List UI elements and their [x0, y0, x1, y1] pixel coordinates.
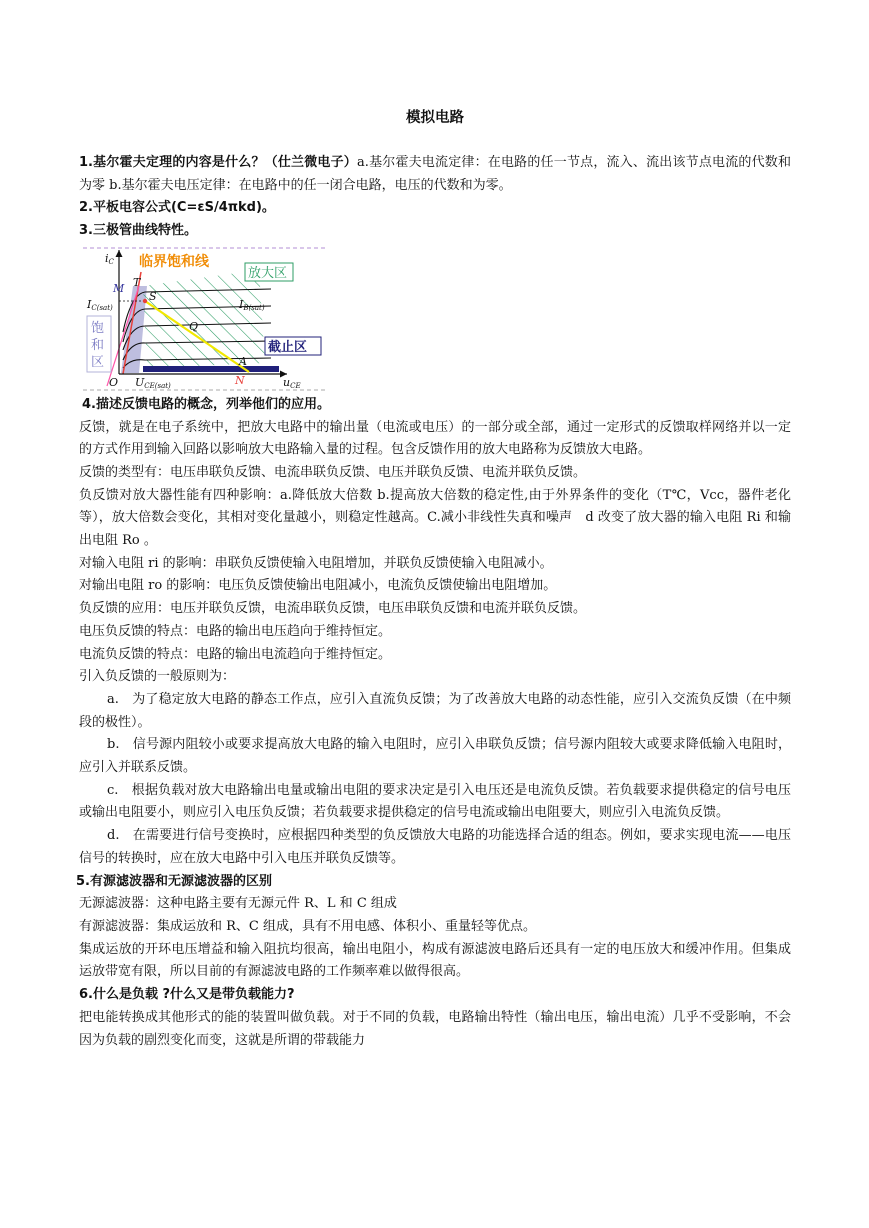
q5-paragraph-1: 无源滤波器：这种电路主要有无源元件 R、L 和 C 组成 — [79, 896, 397, 912]
amplify-region-label: 放大区 — [248, 265, 288, 281]
q4-principle-c: c. 根据负载对放大电路输出电量或输出电阻的要求决定是引入电压还是电流负反馈。若负载要求提供稳定的信号电压或输出电阻要小，则应引入电压负反馈；若负载要求提供稳定的信号电流或输出电阻要大，则应引入电流负反馈。 — [79, 782, 791, 821]
saturation-region-label-2: 和 — [91, 337, 105, 353]
q5-paragraph-3: 集成运放的开环电压增益和输入阻抗均很高，输出电阻小，构成有源滤波电路后还具有一定的电压放大和缓冲作用。但集成运放带宽有限，所以目前的有源滤波电路的工作频率难以做得很高。 — [79, 941, 791, 980]
q4-heading: 4.描述反馈电路的概念，列举他们的应用。 — [82, 396, 330, 412]
q5-paragraph-2: 有源滤波器：集成运放和 R、C 组成，具有不用电感、体积小、重量轻等优点。 — [79, 918, 536, 934]
q1-heading: 1.基尔霍夫定理的内容是什么？（仕兰微电子） — [79, 155, 357, 170]
point-N-label: N — [235, 373, 245, 387]
ib-sat-label: IB(sat) — [239, 297, 265, 312]
q4-paragraph-7: 电压负反馈的特点：电路的输出电压趋向于维持恒定。 — [79, 623, 392, 639]
origin-label: O — [109, 375, 119, 389]
saturation-region-label-1: 饱 — [91, 320, 105, 336]
page-title: 模拟电路 — [406, 110, 464, 126]
ic-sat-label: IC(sat) — [87, 297, 113, 312]
cutoff-region — [143, 366, 279, 372]
q4-paragraph-2: 反馈的类型有：电压串联负反馈、电流串联负反馈、电压并联负反馈、电流并联负反馈。 — [79, 464, 587, 480]
q4-principle-d: d. 在需要进行信号变换时，应根据四种类型的负反馈放大电路的功能选择合适的组态。例如，要求实现电流——电压信号的转换时，应在放大电路中引入电压并联负反馈等。 — [79, 828, 791, 866]
point-T-label: T — [133, 275, 141, 289]
q4-paragraph-8: 电流负反馈的特点：电路的输出电流趋向于维持恒定。 — [79, 646, 392, 662]
q4-paragraph-3: 负反馈对放大器性能有四种影响：a.降低放大倍数 b.提高放大倍数的稳定性,由于外界条件的变化（T℃，Vcc，器件老化等），放大倍数会变化，其相对变化量越小，则稳定性越高。C.减小非线性失真和噪声 d 改变了放大器的输入电阻 Ri 和输出电阻 Ro 。 — [79, 487, 791, 549]
document-body — [76, 152, 791, 1052]
q4-paragraph-5: 对输出电阻 ro 的影响：电压负反馈使输出电阻减小，电流负反馈使输出电阻增加。 — [79, 578, 557, 594]
critical-saturation-label: 临界饱和线 — [139, 253, 209, 270]
q4-paragraph-6: 负反馈的应用：电压并联负反馈，电流串联负反馈，电压串联负反馈和电流并联负反馈。 — [79, 601, 587, 617]
q4-principle-b: b. 信号源内阻较小或要求提高放大电路的输入电阻时，应引入串联负反馈；信号源内阻较大或要求降低输入电阻时，应引入并联系反馈。 — [79, 737, 791, 776]
q4-principle-a: a. 为了稳定放大电路的静态工作点，应引入直流负反馈；为了改善放大电路的动态性能，应引入交流负反馈（在中频段的极性）。 — [79, 691, 791, 730]
point-S-label: S — [149, 289, 157, 303]
q6-heading: 6.什么是负载 ?什么又是带负载能力? — [79, 987, 295, 1003]
q5-heading: 5.有源滤波器和无源滤波器的区别 — [76, 873, 272, 889]
q4-paragraph-9: 引入负反馈的一般原则为： — [79, 669, 236, 685]
q1-text: a.基尔霍夫电流定律：在电路的任一节点，流入、流出该节点电流的代数和为零 b.基尔霍夫电压定律：在电路中的任一闭合电路，电压的代数和为零。 — [79, 155, 791, 193]
transistor-characteristic-figure — [79, 246, 329, 392]
q2-heading: 2.平板电容公式(C=εS/4πkd)。 — [79, 200, 275, 216]
uce-sat-label: UCE(sat) — [135, 375, 171, 390]
uce-axis-label: uCE — [283, 375, 301, 390]
q6-paragraph-1: 把电能转换成其他形式的能的装置叫做负载。对于不同的负载，电路输出特性（输出电压，输出电流）几乎不受影响，不会因为负载的剧烈变化而变，这就是所谓的带载能力 — [79, 1009, 791, 1048]
saturation-region-label-3: 区 — [91, 354, 105, 370]
point-M-label: M — [113, 281, 125, 295]
ic-axis-label: iC — [105, 251, 114, 266]
point-S-marker — [143, 299, 147, 303]
cutoff-region-label: 截止区 — [268, 339, 308, 355]
active-region-hatch — [143, 270, 265, 368]
point-A-label: A — [239, 354, 247, 368]
point-Q-label: Q — [189, 319, 199, 333]
q1-paragraph — [79, 152, 791, 197]
q4-paragraph-1: 反馈，就是在电子系统中，把放大电路中的输出量（电流或电压）的一部分或全部，通过一定形式的反馈取样网络并以一定的方式作用到输入回路以影响放大电路输入量的过程。包含反馈作用的放大电路称为反馈放大电路。 — [79, 419, 791, 458]
q3-heading: 3.三极管曲线特性。 — [79, 223, 197, 239]
q4-paragraph-4: 对输入电阻 ri 的影响：串联负反馈使输入电阻增加，并联负反馈使输入电阻减小。 — [79, 555, 553, 571]
